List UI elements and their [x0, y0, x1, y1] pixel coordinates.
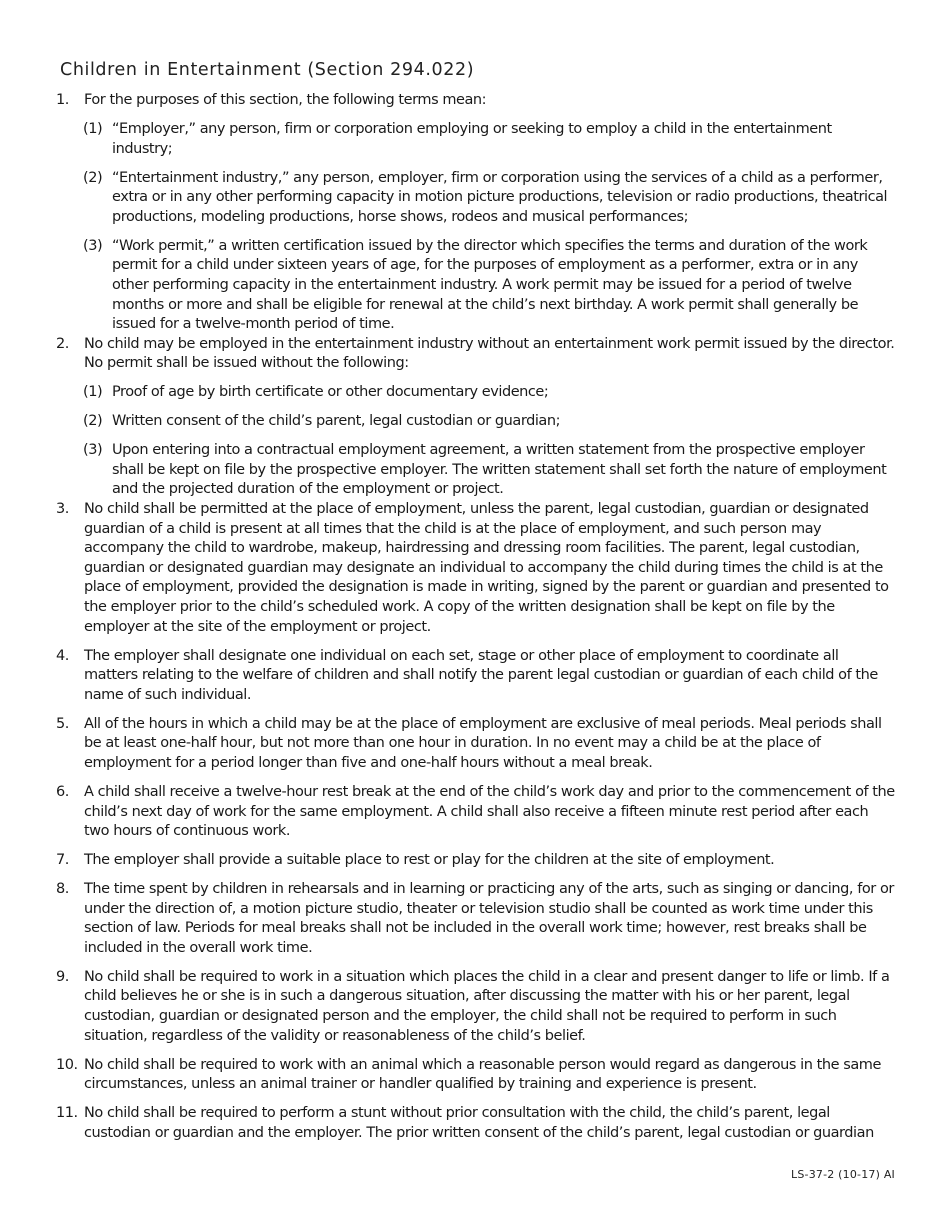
sub-item-text: “Employer,” any person, firm or corporation employing or seeking to employ a child in the entertainment industry; [112, 120, 832, 157]
sub-list-item [56, 383, 896, 403]
sub-item-number: (2) [83, 169, 103, 186]
sub-list [56, 120, 896, 335]
sub-item-number: (3) [83, 237, 103, 254]
item-text: No child shall be required to work in a situation which places the child in a clear and present danger to life or limb. If a child believes he or she is in such a dangerous situation, after discussing the matter with his or her parent, legal custodian, guardian or designated person and the employer, the child shall not be required to perform in such situation, regardless of the validity or reasonableness of the child’s belief. [84, 968, 890, 1044]
list-item [56, 1104, 896, 1143]
item-number: 9. [56, 968, 69, 985]
list-item [56, 880, 896, 958]
item-text: No child may be employed in the entertainment industry without an entertainment work permit issued by the director. No permit shall be issued without the following: [84, 335, 895, 372]
sub-list [56, 383, 896, 500]
sub-item-text: Written consent of the child’s parent, legal custodian or guardian; [112, 413, 561, 430]
item-number: 6. [56, 783, 69, 800]
item-number: 4. [56, 647, 69, 664]
sub-item-number: (1) [83, 120, 103, 137]
sub-list-item [56, 237, 896, 335]
section-body [56, 91, 896, 1153]
item-number: 11. [56, 1105, 78, 1122]
sub-item-text: “Entertainment industry,” any person, employer, firm or corporation using the services of a child as a performer, extra or in any other performing capacity in motion picture productions, television or radio productions, theatrical productions, modeling productions, horse shows, rodeos and musical performances; [112, 169, 888, 225]
item-number: 5. [56, 715, 69, 732]
item-text: No child shall be permitted at the place of employment, unless the parent, legal custodian, guardian or designated guardian of a child is present at all times that the child is at the place of employment, and such person may accompany the child to wardrobe, makeup, hairdressing and dressing room facilities. The parent, legal custodian, guardian or designated guardian may designate an individual to accompany the child during times the child is at the place of employment, provided the designation is made in writing, signed by the parent or guardian and presented to the employer prior to the child’s scheduled work. A copy of the written designation shall be kept on file by the employer at the site of the employment or project. [84, 501, 889, 635]
sub-item-number: (1) [83, 384, 103, 401]
sub-list-item [56, 120, 896, 159]
sub-item-text: Proof of age by birth certificate or other documentary evidence; [112, 384, 549, 401]
sub-item-text: Upon entering into a contractual employment agreement, a written statement from the prospective employer shall be kept on file by the prospective employer. The written statement shall set forth the nature of employment and the projected duration of the employment or project. [112, 442, 887, 498]
item-text: The time spent by children in rehearsals and in learning or practicing any of the arts, such as singing or dancing, for or under the direction of, a motion picture studio, theater or television studio shall be counted as work time under this section of law. Periods for meal breaks shall not be included in the overall work time; however, rest breaks shall be included in the overall work time. [84, 881, 894, 956]
item-text: The employer shall provide a suitable place to rest or play for the children at the site of employment. [84, 852, 775, 869]
sub-item-number: (2) [83, 413, 103, 430]
item-number: 8. [56, 881, 69, 898]
item-text: For the purposes of this section, the following terms mean: [84, 92, 487, 108]
list-item [56, 335, 896, 374]
page-title: Children in Entertainment (Section 294.022) [60, 60, 475, 80]
item-number: 1. [56, 92, 69, 108]
sub-list-item [56, 169, 896, 228]
sub-list-item [56, 441, 896, 500]
sub-list-item [56, 412, 896, 432]
item-text: All of the hours in which a child may be at the place of employment are exclusive of meal periods. Meal periods shall be at least one-half hour, but not more than one hour in duration. In no event may a child be at the place of employment for a period longer than five and one-half hours without a meal break. [84, 715, 882, 771]
list-item [56, 968, 896, 1046]
list-item [56, 1056, 896, 1095]
list-item [56, 500, 896, 637]
list-item [56, 647, 896, 706]
list-item [56, 91, 896, 111]
sub-item-text: “Work permit,” a written certification issued by the director which specifies the terms and duration of the work permit for a child under sixteen years of age, for the purposes of employment as a performer, extra or in any other performing capacity in the entertainment industry. A work permit may be issued for a period of twelve months or more and shall be eligible for renewal at the child’s next birthday. A work permit shall generally be issued for a twelve-month period of time. [112, 237, 868, 333]
list-item [56, 715, 896, 774]
item-number: 10. [56, 1056, 78, 1073]
sub-item-number: (3) [83, 442, 103, 459]
item-text: A child shall receive a twelve-hour rest break at the end of the child’s work day and prior to the commencement of the child’s next day of work for the same employment. A child shall also receive a fifteen minute rest period after each two hours of continuous work. [84, 783, 895, 840]
item-number: 2. [56, 335, 69, 352]
item-number: 7. [56, 852, 69, 869]
form-number-footer: LS-37-2 (10-17) AI [791, 1168, 895, 1181]
item-text: The employer shall designate one individual on each set, stage or other place of employment to coordinate all matters relating to the welfare of children and shall notify the parent legal custodian or guardian of each child of the name of such individual. [84, 647, 878, 703]
item-number: 3. [56, 501, 69, 518]
item-text: No child shall be required to perform a stunt without prior consultation with the child, the child’s parent, legal custodian or guardian and the employer. The prior written consent of the child’s parent, legal custodian or guardian [84, 1105, 874, 1141]
item-text: No child shall be required to work with an animal which a reasonable person would regard as dangerous in the same circumstances, unless an animal trainer or handler qualified by training and experience is present. [84, 1056, 881, 1093]
list-item [56, 851, 896, 871]
list-item [56, 783, 896, 842]
